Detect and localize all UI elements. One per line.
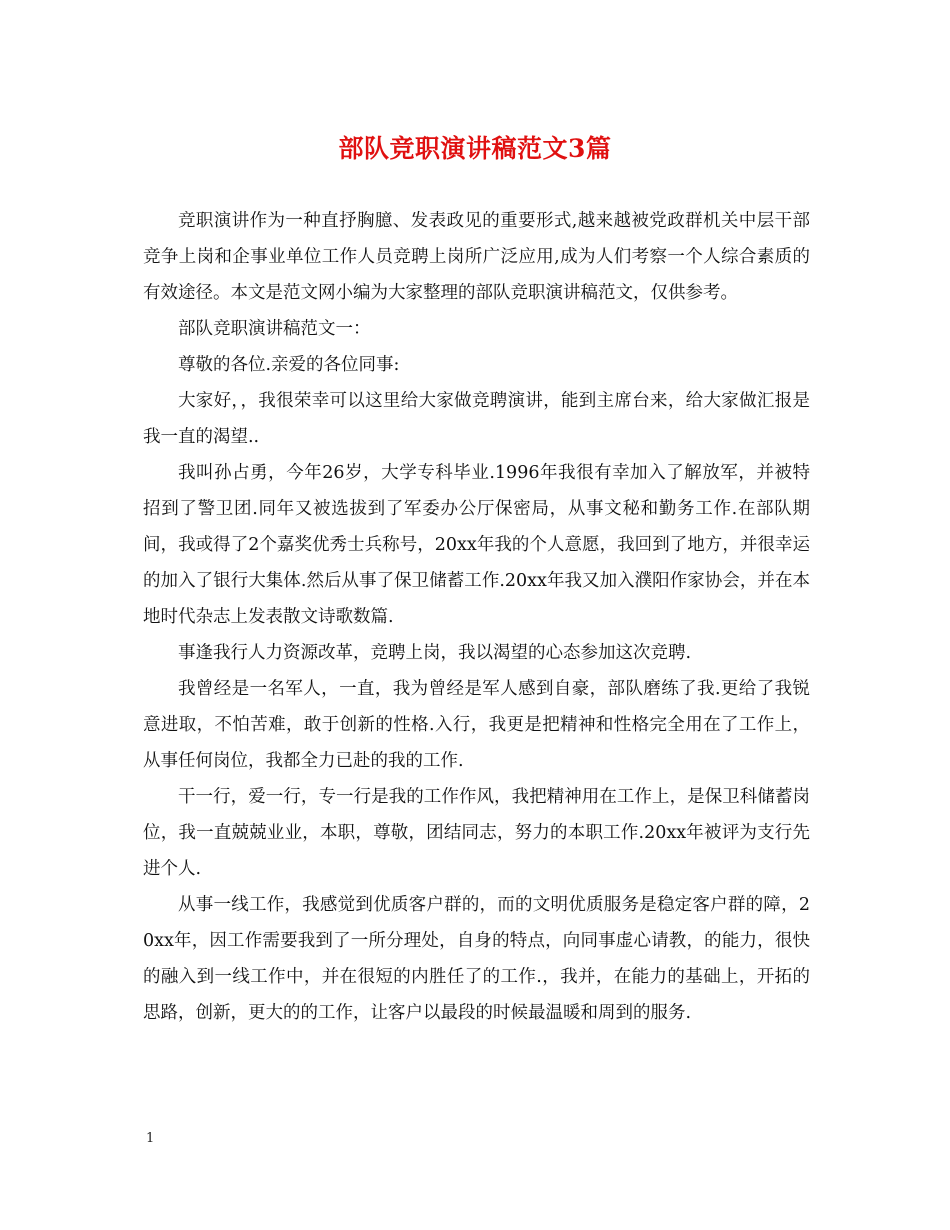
document-body [143,203,810,1031]
paragraph-self-introduction: 我叫孙占勇，今年26岁，大学专科毕业.1996年我很有幸加入了解放军，并被特招到了警卫团.同年又被选拔到了军委办公厅保密局，从事文秘和勤务工作.在部队期间，我或得了2个嘉奖优秀士兵称号，20xx年我的个人意愿，我回到了地方，并很幸运的加入了银行大集体.然后从事了保卫储蓄工作.20xx年我又加入濮阳作家协会，并在本地时代杂志上发表散文诗歌数篇. [143,463,810,627]
page-number: 1 [146,1131,155,1146]
paragraph-section-heading: 部队竞职演讲稿范文一： [178,319,371,339]
paragraph-work-style: 干一行，爱一行，专一行是我的工作作风，我把精神用在工作上，是保卫科储蓄岗位，我一直兢兢业业，本职，尊敬，团结同志，努力的本职工作.20xx年被评为支行先进个人. [143,787,810,879]
paragraph-frontline-work: 从事一线工作，我感觉到优质客户群的，而的文明优质服务是稳定客户群的障，20xx年，因工作需要我到了一所分理处，自身的特点，向同事虚心请教，的能力，很快的融入到一线工作中，并在很短的内胜任了的工作.，我并，在能力的基础上，开拓的思路，创新，更大的的工作，让客户以最段的时候最温暖和周到的服务. [143,895,810,1023]
paragraph-intro: 竞职演讲作为一种直抒胸臆、发表政见的重要形式,越来越被党政群机关中层干部竞争上岗和企事业单位工作人员竞聘上岗所广泛应用,成为人们考察一个人综合素质的有效途径。本文是范文网小编为大家整理的部队竞职演讲稿范文，仅供参考。 [143,211,810,303]
paragraph-reform: 事逢我行人力资源改革，竞聘上岗，我以渴望的心态参加这次竞聘. [178,643,692,663]
paragraph-military-background: 我曾经是一名军人，一直，我为曾经是军人感到自豪，部队磨练了我.更给了我锐意进取，不怕苦难，敢于创新的性格.入行，我更是把精神和性格完全用在了工作上，从事任何岗位，我都全力已赴的我的工作. [143,679,810,771]
document-title: 部队竞职演讲稿范文3篇 [338,134,612,163]
paragraph-salutation: 尊敬的各位.亲爱的各位同事: [178,355,400,375]
paragraph-greeting: 大家好，，我很荣幸可以这里给大家做竞聘演讲，能到主席台来，给大家做汇报是我一直的渴望.. [143,391,810,447]
